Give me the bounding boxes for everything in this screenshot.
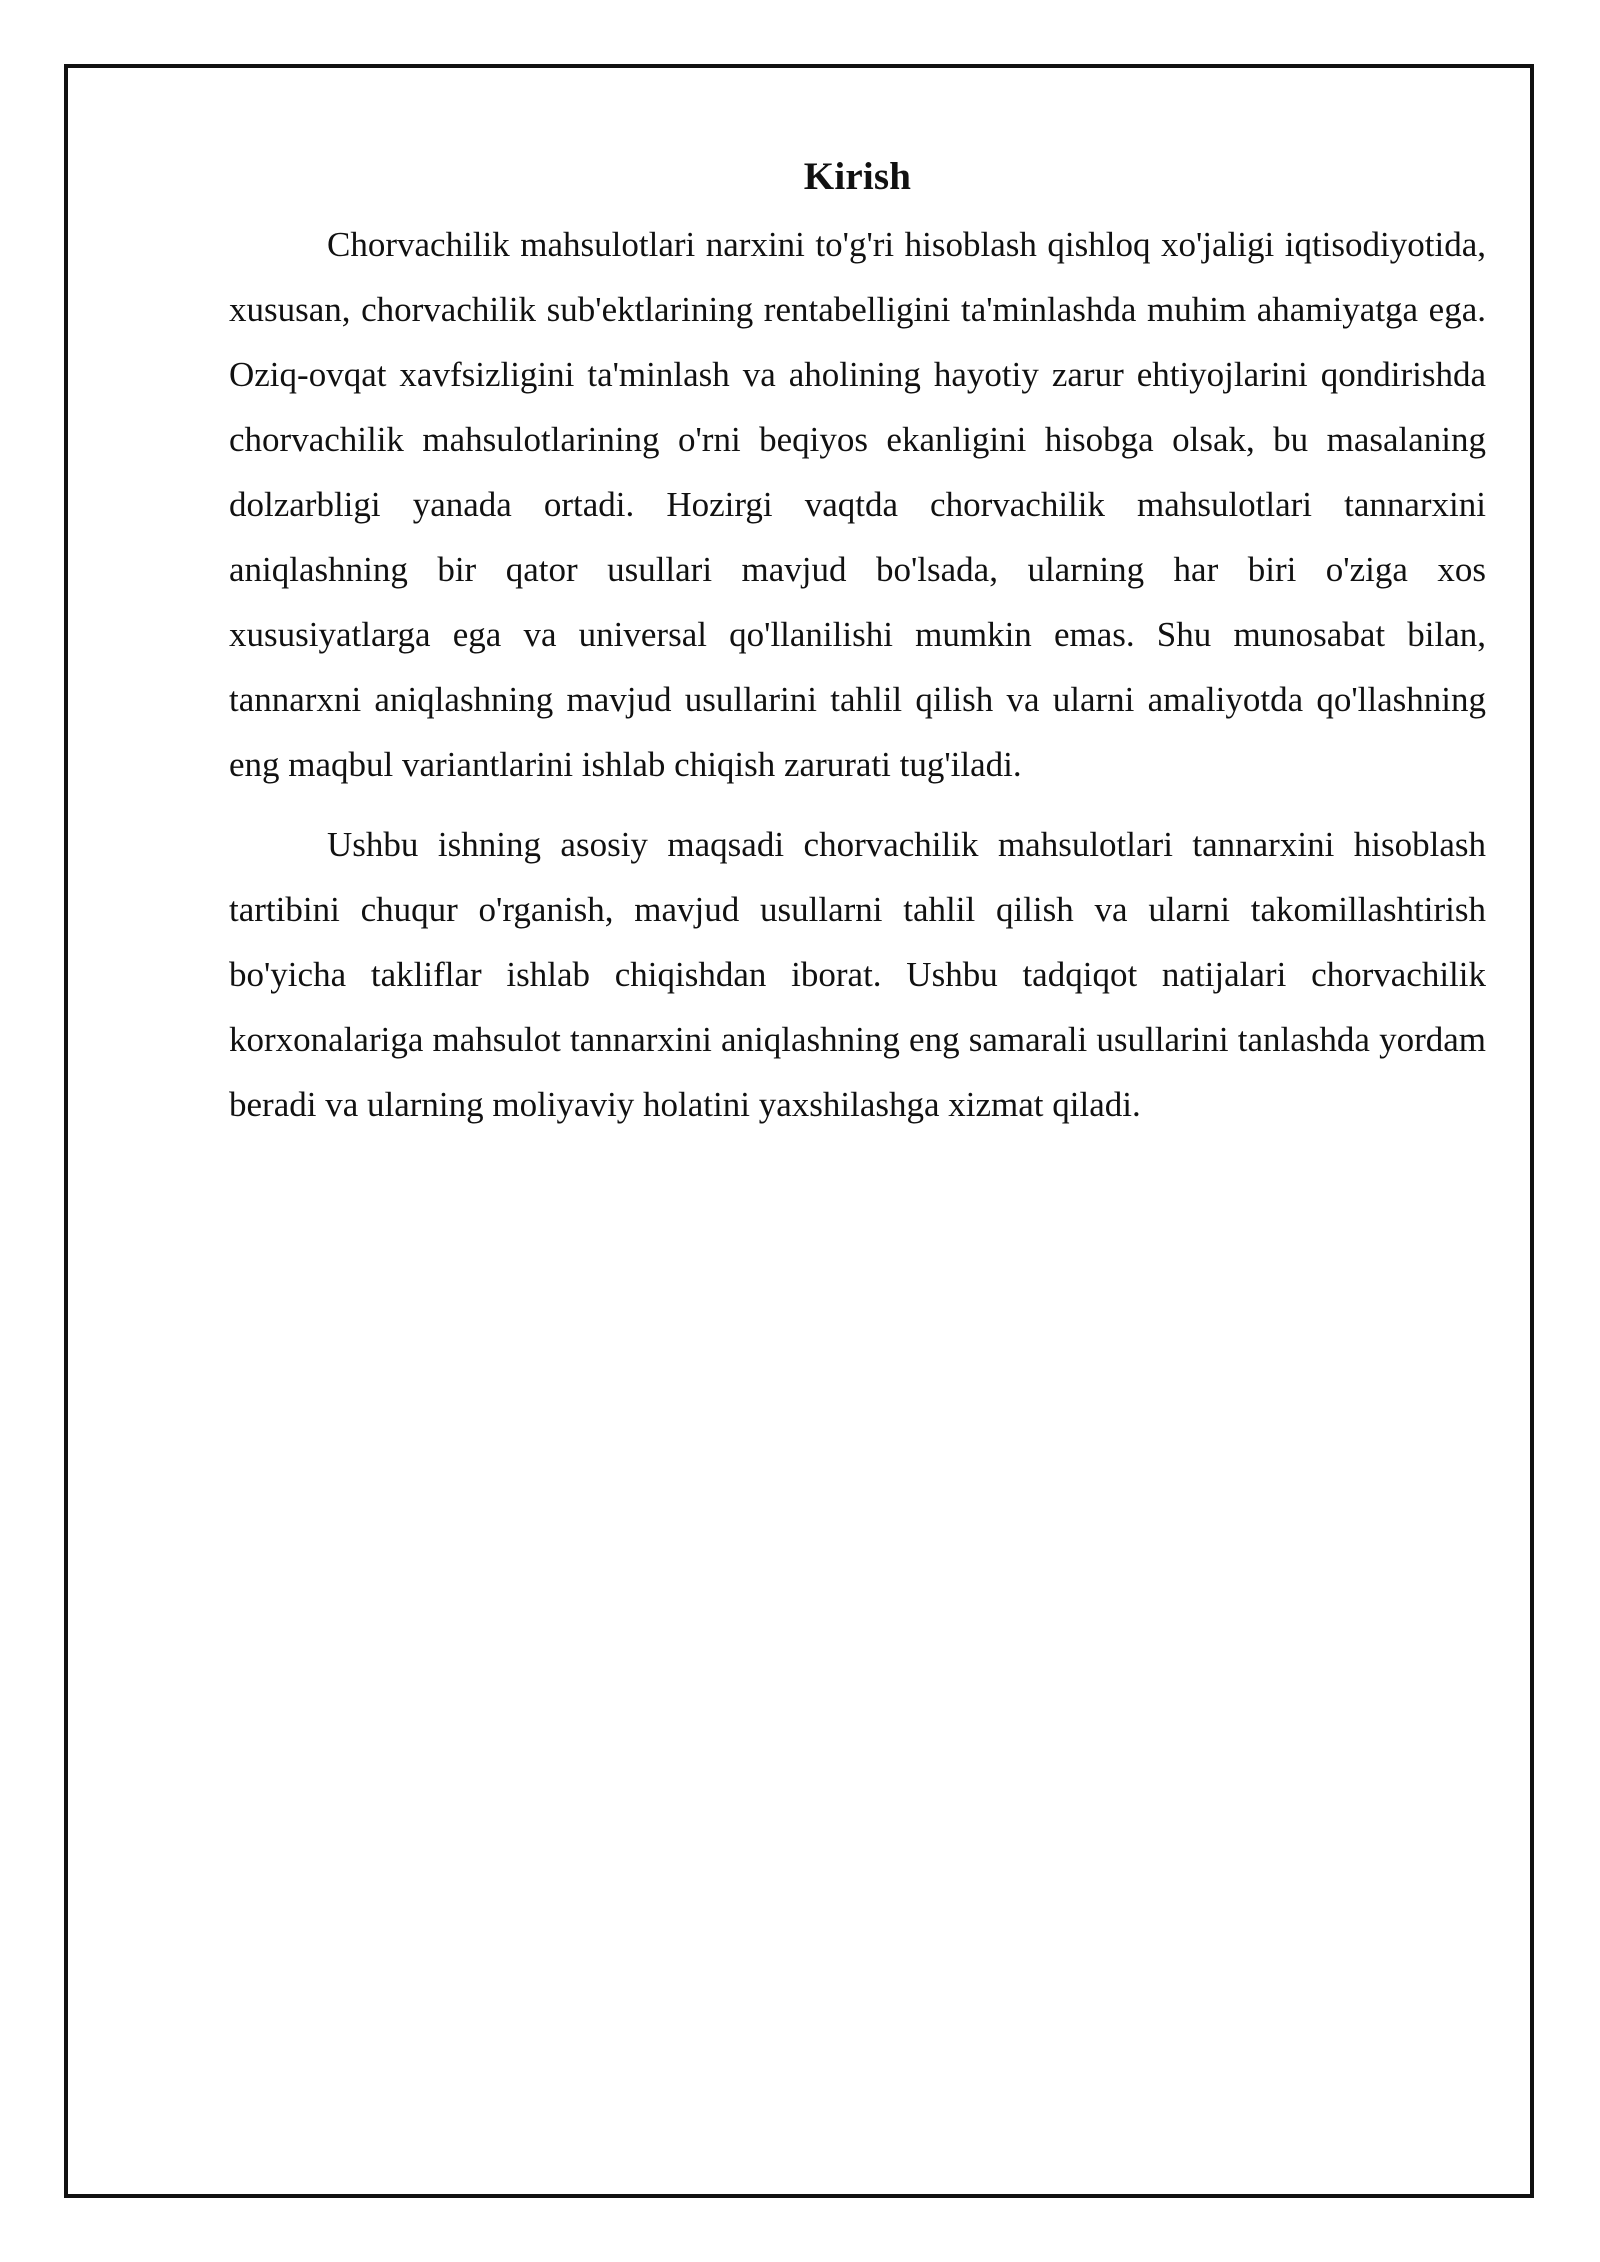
section-heading: Kirish — [803, 155, 912, 198]
paragraph-1: Chorvachilik mahsulotlari narxini to'g'ri hisoblash qishloq xo'jaligi iqtisodiyotida, xususan, chorvachilik sub'ektlarining rentabelligini ta'minlashda muhim ahamiyatga ega. Oziq-ovqat xavfsizligini ta'minlash va aholining hayotiy zarur ehtiyojlarini qondirishda chorvachilik mahsulotlarining o'rni beqiyos ekanligini hisobga olsak, bu masalaning dolzarbligi yanada ortadi. Hozirgi vaqtda chorvachilik mahsulotlari tannarxini aniqlashning bir qator usullari mavjud bo'lsada, ularning har biri o'ziga xos xususiyatlarga ega va universal qo'llanilishi mumkin emas. Shu munosabat bilan, tannarxni aniqlashning mavjud usullarini tahlil qilish va ularni amaliyotda qo'llashning eng maqbul variantlarini ishlab chiqish zarurati tug'iladi. — [229, 225, 1486, 784]
document-body — [229, 148, 1486, 1137]
paragraph-2: Ushbu ishning asosiy maqsadi chorvachilik mahsulotlari tannarxini hisoblash tartibini chuqur o'rganish, mavjud usullarni tahlil qilish va ularni takomillashtirish bo'yicha takliflar ishlab chiqishdan iborat. Ushbu tadqiqot natijalari chorvachilik korxonalariga mahsulot tannarxini aniqlashning eng samarali usullarini tanlashda yordam beradi va ularning moliyaviy holatini yaxshilashga xizmat qiladi. — [229, 825, 1486, 1124]
